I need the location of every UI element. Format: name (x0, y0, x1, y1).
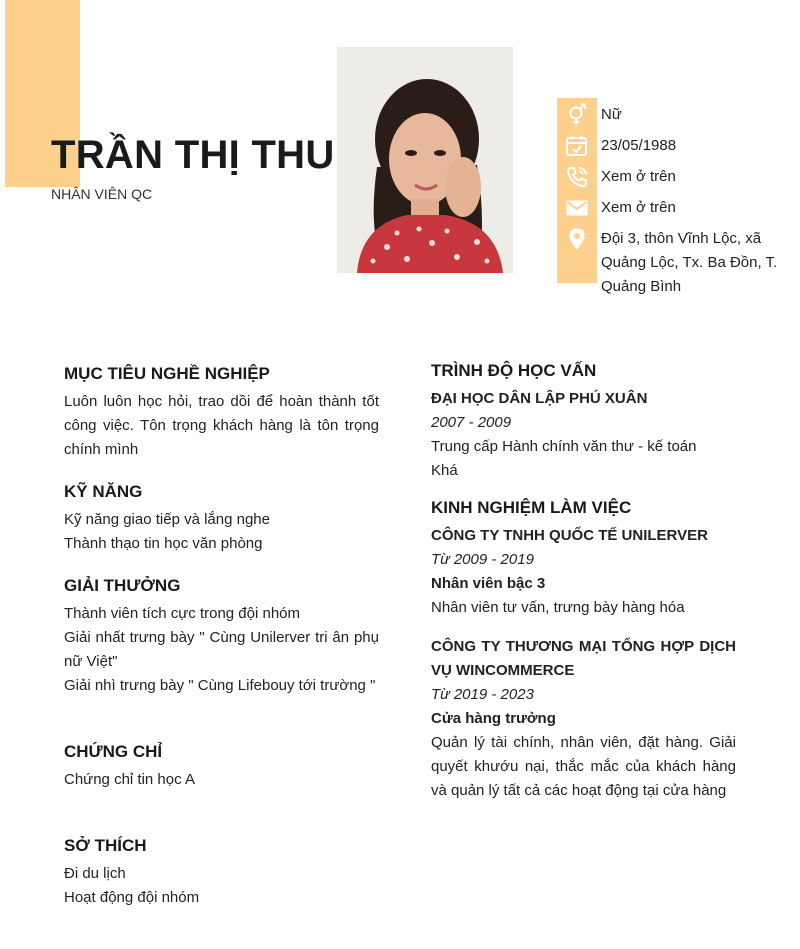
contact-address: Đội 3, thôn Vĩnh Lộc, xã Quảng Lộc, Tx. Ba Đồn, T. Quảng Bình (601, 230, 778, 295)
education-period: 2007 - 2009 (431, 414, 512, 431)
mail-icon (565, 196, 589, 220)
education-major: Trung cấp Hành chính văn thư - kế toán (431, 438, 697, 455)
education-title: TRÌNH ĐỘ HỌC VẤN (431, 361, 597, 380)
objective-title: MỤC TIÊU NGHỀ NGHIỆP (64, 364, 270, 383)
skill-item: Kỹ năng giao tiếp và lắng nghe (64, 511, 270, 528)
contact-phone: Xem ở trên (601, 168, 676, 185)
job-description: Quản lý tài chính, nhân viên, đặt hàng. Giải quyết khướu nại, thắc mắc của khách hàng và quản lý tất cả các hoạt động tại cửa hàng (431, 734, 736, 799)
education-school: ĐẠI HỌC DÂN LẬP PHÚ XUÂN (431, 390, 648, 407)
job-period: Từ 2009 - 2019 (431, 551, 534, 568)
hobby-item: Hoạt động đội nhóm (64, 889, 200, 906)
gender-icon (565, 103, 589, 127)
award-item: Thành viên tích cực trong đội nhóm (64, 605, 301, 622)
job-company: CÔNG TY THƯƠNG MẠI TỔNG HỢP DỊCH VỤ WINCOMMERCE (431, 638, 736, 679)
objective-text: Luôn luôn học hỏi, trao dồi để hoàn thành tốt công việc. Tôn trọng khách hàng là tôn trọng chính mình (64, 393, 379, 458)
hobbies-title: SỞ THÍCH (64, 836, 147, 855)
contact-dob: 23/05/1988 (601, 137, 677, 154)
job-position: Cửa hàng trưởng (431, 710, 556, 727)
skills-title: KỸ NĂNG (64, 482, 143, 501)
job-position: Nhân viên bậc 3 (431, 575, 546, 592)
award-item: Giải nhất trưng bày " Cùng Unilerver tri ân phụ nữ Việt" (64, 629, 379, 670)
education-grade: Khá (431, 462, 458, 479)
portrait-illustration (337, 47, 513, 273)
skill-item: Thành thạo tin học văn phòng (64, 535, 263, 552)
hobby-item: Đi du lịch (64, 865, 126, 882)
profile-photo (337, 47, 513, 273)
job-company: CÔNG TY TNHH QUỐC TẾ UNILERVER (431, 527, 708, 544)
calendar-icon (565, 134, 589, 158)
location-pin-icon (565, 227, 589, 251)
experience-title: KINH NGHIỆM LÀM VIỆC (431, 498, 632, 517)
job-description: Nhân viên tư vấn, trưng bày hàng hóa (431, 599, 685, 616)
award-item: Giải nhì trưng bày " Cùng Lifebouy tới trường " (64, 677, 376, 694)
phone-icon (565, 165, 589, 189)
contact-gender: Nữ (601, 106, 622, 123)
certificate-item: Chứng chỉ tin học A (64, 771, 195, 788)
candidate-name: TRẦN THỊ THU (51, 133, 335, 177)
job-title: NHÂN VIÊN QC (51, 186, 153, 202)
job-period: Từ 2019 - 2023 (431, 686, 534, 703)
certificates-title: CHỨNG CHỈ (64, 742, 163, 761)
awards-title: GIẢI THƯỞNG (64, 576, 181, 595)
contact-email: Xem ở trên (601, 199, 676, 216)
